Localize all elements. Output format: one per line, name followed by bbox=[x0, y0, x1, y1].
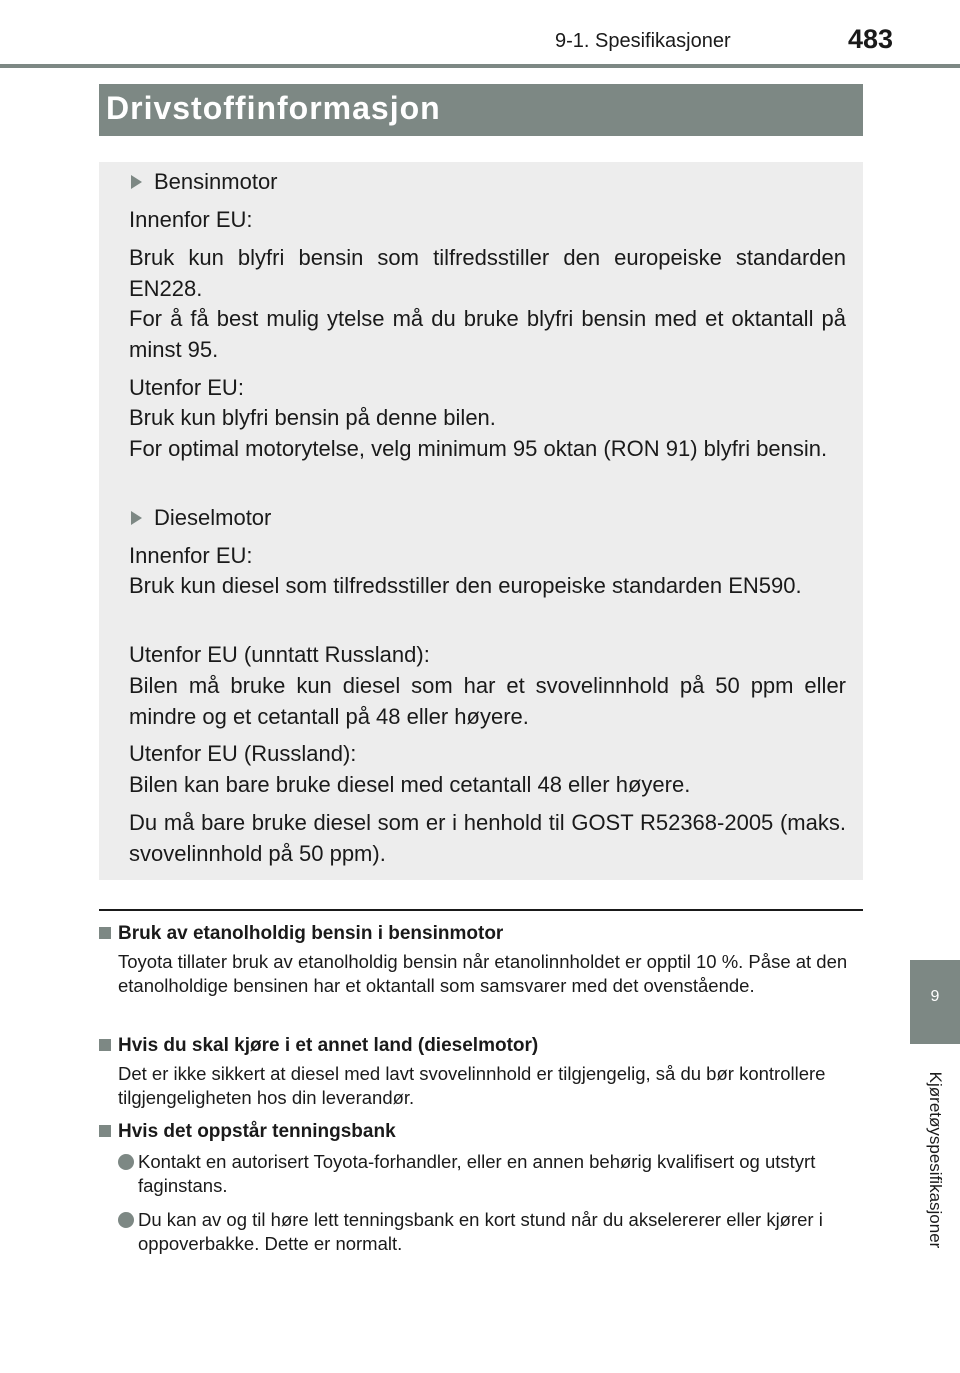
diesel-russia-text: Bilen kan bare bruke diesel med cetantall 48 eller høyere. bbox=[129, 772, 691, 797]
square-bullet-icon bbox=[99, 1125, 111, 1137]
diesel-subheading-text: Dieselmotor bbox=[154, 505, 272, 530]
gasoline-noneu-label: Utenfor EU: bbox=[129, 375, 244, 400]
chapter-tab bbox=[910, 960, 960, 1044]
diesel-russia-label: Utenfor EU (Russland): bbox=[129, 741, 357, 766]
knock-heading bbox=[99, 1120, 396, 1144]
knock-bullet-2: Du kan av og til høre lett tenningsbank en kort stund når du akselererer eller kjører i oppoverbakke. Dette er normalt. bbox=[138, 1209, 823, 1254]
page-title: Drivstoffinformasjon bbox=[106, 90, 441, 126]
square-bullet-icon bbox=[99, 1039, 111, 1051]
ethanol-heading bbox=[99, 922, 503, 946]
chapter-side-label: Kjøretøyspesifikasjoner bbox=[926, 1071, 945, 1249]
gasoline-subheading bbox=[129, 167, 846, 198]
page-number: 483 bbox=[848, 24, 894, 54]
diesel-eu-text: Bruk kun diesel som tilfredsstiller den europeiske standarden EN590. bbox=[129, 573, 802, 598]
gasoline-noneu-text: Bruk kun blyfri bensin på denne bilen. bbox=[129, 405, 496, 430]
ethanol-heading-text: Bruk av etanolholdig bensin i bensinmotor bbox=[118, 923, 504, 944]
page-title-bar bbox=[99, 84, 863, 136]
knock-heading-text: Hvis det oppstår tenningsbank bbox=[118, 1121, 396, 1142]
triangle-bullet-icon bbox=[131, 175, 142, 189]
triangle-bullet-icon bbox=[131, 511, 142, 525]
gasoline-eu-text: Bruk kun blyfri bensin som tilfredsstiller den europeiske standarden EN228. bbox=[129, 245, 846, 301]
gasoline-eu-label: Innenfor EU: bbox=[129, 207, 253, 232]
diesel-subheading bbox=[129, 503, 846, 534]
gasoline-subheading-text: Bensinmotor bbox=[154, 169, 278, 194]
square-bullet-icon bbox=[99, 927, 111, 939]
diesel-noneu-text: Bilen må bruke kun diesel som har et svovelinnhold på 50 ppm eller mindre og et cetantall på 48 eller høyere. bbox=[129, 673, 846, 729]
diesel-eu-label: Innenfor EU: bbox=[129, 543, 253, 568]
section-title: 9-1. Spesifikasjoner bbox=[555, 30, 731, 52]
abroad-heading-text: Hvis du skal kjøre i et annet land (dieselmotor) bbox=[118, 1035, 539, 1056]
fuel-info-box bbox=[99, 162, 863, 880]
abroad-text: Det er ikke sikkert at diesel med lavt svovelinnhold er tilgjengelig, så du bør kontrollere tilgjengeligheten hos din leverandør. bbox=[118, 1063, 826, 1108]
chapter-number: 9 bbox=[930, 988, 940, 1005]
diesel-noneu-label: Utenfor EU (unntatt Russland): bbox=[129, 642, 430, 667]
gasoline-noneu-text-2: For optimal motorytelse, velg minimum 95 oktan (RON 91) blyfri bensin. bbox=[129, 436, 828, 461]
circle-bullet-icon bbox=[118, 1212, 134, 1228]
circle-bullet-icon bbox=[118, 1154, 134, 1170]
knock-bullet-1: Kontakt en autorisert Toyota-forhandler, eller en annen behørig kvalifisert og utstyrt faginstans. bbox=[138, 1151, 816, 1196]
diesel-russia-text-2: Du må bare bruke diesel som er i henhold til GOST R52368-2005 (maks. svovelinnhold på 50 ppm). bbox=[129, 810, 846, 866]
header-divider bbox=[0, 64, 960, 68]
abroad-heading bbox=[99, 1034, 538, 1058]
gasoline-eu-text-2: For å få best mulig ytelse må du bruke blyfri bensin med et oktantall på minst 95. bbox=[129, 306, 846, 362]
ethanol-text: Toyota tillater bruk av etanolholdig bensin når etanolinnholdet er opptil 10 %. Påse at den etanolholdige bensinen har et oktantall som samsvarer med det ovenstående. bbox=[118, 951, 848, 996]
section-divider bbox=[99, 909, 863, 911]
